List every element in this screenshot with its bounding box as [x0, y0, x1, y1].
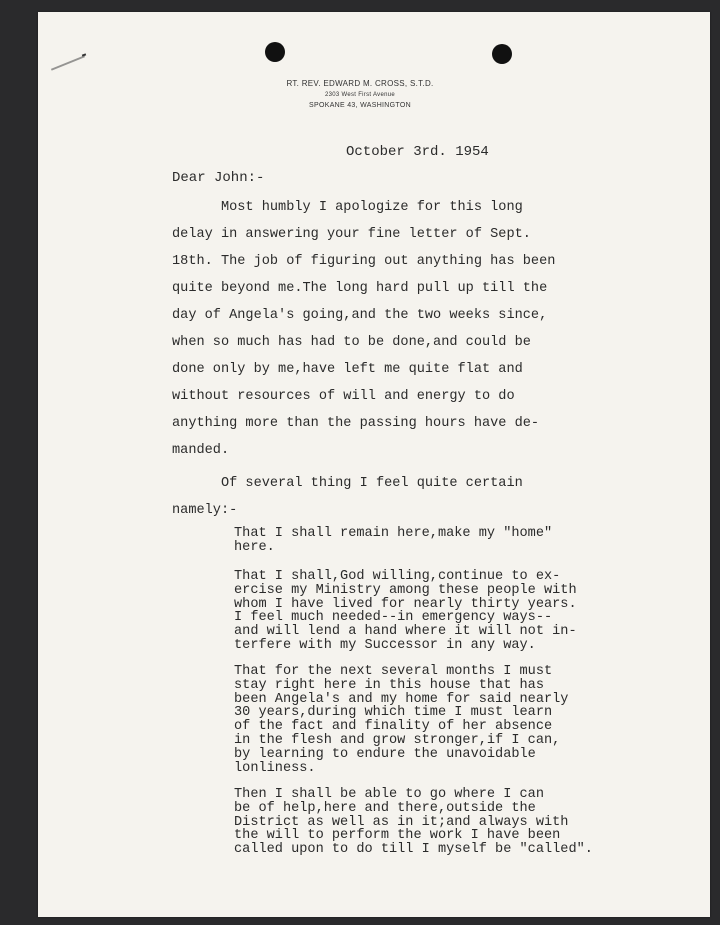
- letterhead-name: RT. REV. EDWARD M. CROSS, S.T.D.: [286, 79, 434, 88]
- paragraph-intro-list: Of several thing I feel quite certain namely:-: [172, 476, 523, 518]
- list-item: That I shall remain here,make my "home" here.: [234, 526, 553, 555]
- paragraph-apology: Most humbly I apologize for this long delay in answering your fine letter of Sept. 18th. The job of figuring out anything has been quite beyond me.The long hard pull up till the day of Angela's going,and the two weeks since, when so much has had to be done,and could be done only by me,have left me quite flat and without resources of will and energy to do anything more than the passing hours have de- manded.: [172, 200, 556, 458]
- letter-page: [38, 12, 710, 917]
- list-item: Then I shall be able to go where I can be of help,here and there,outside the District as well as in it;and always with the will to perform the work I have been called upon to do till I myself be "called".: [234, 787, 593, 858]
- list-item: That I shall,God willing,continue to ex- ercise my Ministry among these people with whom I have lived for nearly thirty years. I feel much needed--in emergency ways-- and will lend a hand where it will not in- terfere with my Successor in any way.: [234, 569, 577, 653]
- letterhead: [260, 78, 460, 111]
- punch-hole-left: [265, 42, 285, 62]
- list-item: That for the next several months I must stay right here in this house that has been Angela's and my home for said nearly 30 years,during which time I must learn of the fact and finality of her absence in the flesh and grow stronger,if I can, by learning to endure the unavoidable lonliness.: [234, 664, 569, 776]
- punch-hole-right: [492, 44, 512, 64]
- letter-date: October 3rd. 1954: [346, 144, 489, 160]
- letterhead-city: SPOKANE 43, WASHINGTON: [309, 102, 411, 109]
- pencil-mark: [51, 55, 85, 70]
- salutation: Dear John:-: [172, 170, 265, 186]
- letterhead-street: 2303 West First Avenue: [324, 92, 396, 98]
